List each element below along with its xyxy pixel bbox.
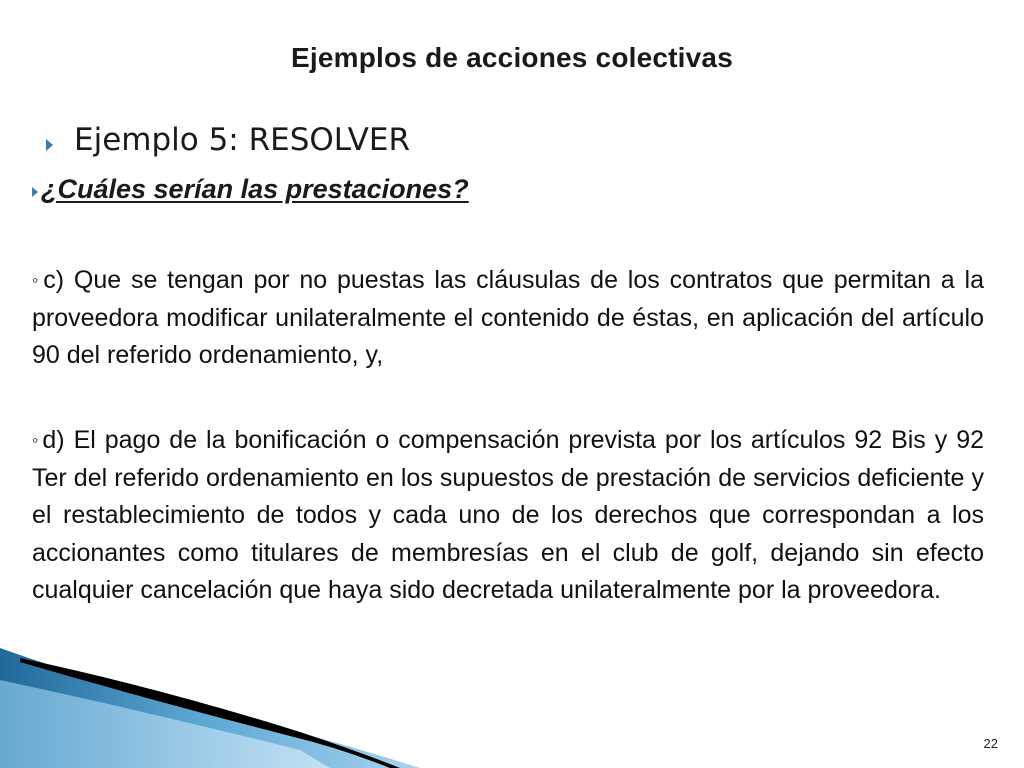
paragraph-c (32, 262, 984, 375)
slide-title: Ejemplos de acciones colectivas (291, 42, 733, 73)
paragraph-d-text: d) El pago de la bonificación o compensación prevista por los artículos 92 Bis y 92 Ter del referido ordenamiento en los supuestos de prestación de servicios deficiente y el restablecimiento de todos y cada uno de los derechos que correspondan a los accionantes como titulares de membresías en el club de golf, dejando sin efecto cualquier cancelación que haya sido decretada unilateralmente por la proveedora. (32, 426, 984, 604)
paragraph-d (32, 422, 984, 610)
decorative-swoosh (0, 640, 520, 768)
circle-bullet-icon: ◦ (32, 430, 41, 450)
bullet-question: ¿Cuáles serían las prestaciones? (41, 174, 469, 204)
bullet-arrow-icon (32, 187, 38, 197)
page-number: 22 (983, 736, 998, 751)
circle-bullet-icon: ◦ (32, 270, 42, 290)
paragraph-c-text: c) Que se tengan por no puestas las cláusulas de los contratos que permitan a la proveedora modificar unilateralmente el contenido de éstas, en aplicación del artículo 90 del referido ordenamiento, y, (32, 266, 984, 369)
bullet-arrow-icon (46, 139, 53, 151)
bullet-heading-example: Ejemplo 5: RESOLVER (74, 122, 411, 158)
